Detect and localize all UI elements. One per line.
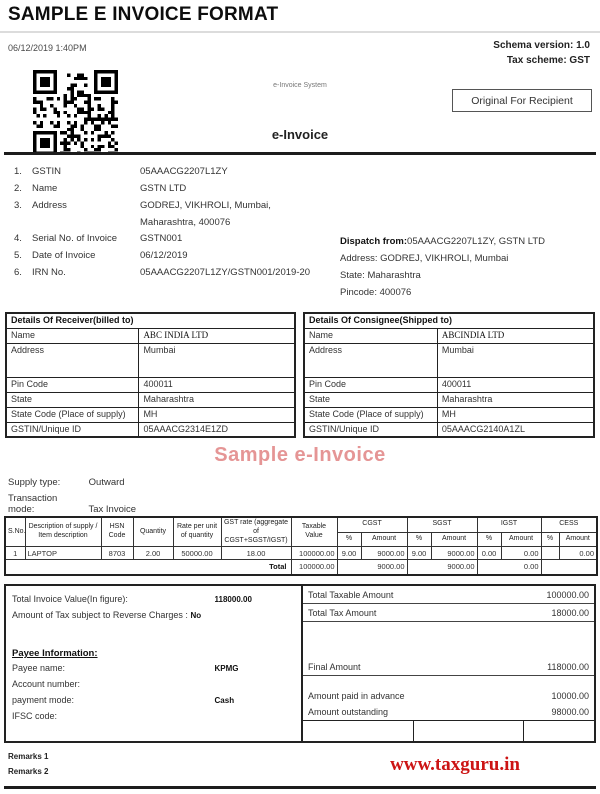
consignee-title: Details Of Consignee(Shipped to) bbox=[304, 313, 594, 328]
empty-cell bbox=[303, 721, 414, 741]
row-value: MH bbox=[437, 407, 594, 422]
table-row bbox=[304, 407, 594, 422]
doc-heading: e-Invoice bbox=[271, 127, 329, 142]
field-number: 3. bbox=[14, 200, 22, 211]
supply-type-row bbox=[8, 477, 125, 488]
total-tax-row bbox=[303, 604, 594, 622]
dispatch-from bbox=[340, 233, 545, 250]
payee-name-label: Payee name: bbox=[12, 663, 66, 673]
invoice-value: 118000.00 bbox=[214, 595, 252, 604]
supply-type-label: Supply type: bbox=[8, 477, 61, 488]
cell-sgst-pct: 9.00 bbox=[407, 547, 431, 560]
col-cgst-pct: % bbox=[337, 532, 361, 547]
row-value: Maharashtra bbox=[437, 392, 594, 407]
row-label: State bbox=[304, 392, 437, 407]
field-value: GSTN LTD bbox=[140, 183, 187, 194]
table-row bbox=[6, 422, 295, 437]
dispatch-address: Address: GODREJ, VIKHROLI, Mumbai bbox=[340, 253, 509, 264]
col-quantity: Quantity bbox=[133, 517, 173, 547]
outstanding-row bbox=[303, 704, 594, 720]
payee-name: KPMG bbox=[214, 664, 239, 673]
col-igst: IGST bbox=[477, 517, 541, 532]
row-value: Maharashtra bbox=[139, 392, 295, 407]
row-label: Final Amount bbox=[308, 661, 361, 672]
payee-heading: Payee Information: bbox=[12, 648, 98, 659]
row-label: State Code (Place of supply) bbox=[6, 407, 139, 422]
row-label: Address bbox=[6, 343, 139, 377]
empty-cells-row bbox=[303, 720, 594, 741]
row-value: Mumbai bbox=[139, 343, 295, 377]
col-cess-pct: % bbox=[541, 532, 559, 547]
row-label: Name bbox=[304, 328, 437, 343]
cell-cgst-pct: 9.00 bbox=[337, 547, 361, 560]
summary-block bbox=[4, 584, 596, 743]
reverse-charge-label: Amount of Tax subject to Reverse Charges : bbox=[12, 610, 188, 620]
supply-type-value: Outward bbox=[88, 477, 125, 488]
title-divider bbox=[0, 31, 600, 33]
row-label: Address bbox=[304, 343, 437, 377]
receiver-table bbox=[5, 312, 296, 438]
cell-igst-pct: 0.00 bbox=[477, 547, 501, 560]
table-row bbox=[304, 328, 594, 343]
col-cgst-amt: Amount bbox=[361, 532, 407, 547]
total-label: Total bbox=[5, 560, 291, 575]
payment-mode-value: Cash bbox=[214, 696, 235, 705]
consignee-table bbox=[303, 312, 595, 438]
field-number: 6. bbox=[14, 267, 22, 278]
col-gst-rate: GST rate (aggregate of CGST+SGST/IGST) bbox=[221, 517, 291, 547]
col-hsn: HSN Code bbox=[101, 517, 133, 547]
cell-description: LAPTOP bbox=[25, 547, 101, 560]
dispatch-from-value: 05AAACG2207L1ZY, GSTN LTD bbox=[407, 236, 546, 247]
row-value: 10000.00 bbox=[551, 691, 589, 701]
tax-scheme: Tax scheme: GST bbox=[506, 55, 590, 66]
schema-block bbox=[493, 38, 590, 68]
total-cess bbox=[541, 560, 597, 575]
row-value: 400011 bbox=[437, 377, 594, 392]
row-value: 05AAACG2314E1ZD bbox=[139, 422, 295, 437]
row-label: GSTIN/Unique ID bbox=[6, 422, 139, 437]
row-value: 118000.00 bbox=[547, 661, 589, 672]
sample-watermark: Sample e-Invoice bbox=[214, 444, 386, 466]
field-number: 5. bbox=[14, 250, 22, 261]
row-label: Pin Code bbox=[304, 377, 437, 392]
cell-igst-amt: 0.00 bbox=[501, 547, 541, 560]
system-label: e-Invoice System bbox=[273, 82, 327, 89]
col-igst-amt: Amount bbox=[501, 532, 541, 547]
field-label: Serial No. of Invoice bbox=[32, 233, 118, 244]
col-cgst: CGST bbox=[337, 517, 407, 532]
field-number: 4. bbox=[14, 233, 22, 244]
row-label: State bbox=[6, 392, 139, 407]
row-value: 18000.00 bbox=[551, 607, 589, 618]
field-value: 05AAACG2207L1ZY bbox=[140, 166, 228, 177]
row-value: 98000.00 bbox=[551, 707, 589, 717]
item-row bbox=[5, 547, 597, 560]
invoice-value-row bbox=[12, 594, 295, 610]
account-row bbox=[12, 679, 295, 695]
row-value: ABCINDIA LTD bbox=[437, 328, 594, 343]
final-amount-row bbox=[303, 658, 594, 676]
row-value: ABC INDIA LTD bbox=[139, 328, 295, 343]
col-igst-pct: % bbox=[477, 532, 501, 547]
ifsc-row bbox=[12, 711, 295, 727]
field-label: Date of Invoice bbox=[32, 250, 96, 261]
row-label: Pin Code bbox=[6, 377, 139, 392]
items-table bbox=[4, 516, 598, 576]
row-label: Total Taxable Amount bbox=[308, 589, 394, 600]
reverse-charge-row bbox=[12, 610, 295, 626]
remarks-1: Remarks 1 bbox=[8, 752, 49, 761]
spacer bbox=[303, 622, 594, 658]
reverse-charge-value: No bbox=[190, 611, 202, 620]
table-row bbox=[304, 422, 594, 437]
col-sgst-amt: Amount bbox=[431, 532, 477, 547]
summary-left-panel bbox=[6, 586, 303, 741]
transaction-mode-label: Transaction mode: bbox=[8, 493, 58, 515]
table-row bbox=[304, 377, 594, 392]
advance-paid-row bbox=[303, 688, 594, 704]
row-label: Total Tax Amount bbox=[308, 607, 377, 618]
field-value: 06/12/2019 bbox=[140, 250, 188, 261]
account-label: Account number: bbox=[12, 679, 81, 689]
field-label: Name bbox=[32, 183, 58, 194]
schema-version: Schema version: 1.0 bbox=[493, 40, 590, 51]
empty-cell bbox=[524, 721, 594, 741]
field-label: GSTIN bbox=[32, 166, 62, 177]
col-cess: CESS bbox=[541, 517, 597, 532]
row-label: Name bbox=[6, 328, 139, 343]
payment-mode-row bbox=[12, 695, 295, 711]
dispatch-state: State: Maharashtra bbox=[340, 270, 421, 281]
cell-cess-amt: 0.00 bbox=[559, 547, 597, 560]
transaction-mode-value: Tax Invoice bbox=[88, 504, 136, 515]
total-taxable: 100000.00 bbox=[291, 560, 337, 575]
table-row bbox=[304, 392, 594, 407]
transaction-mode-row bbox=[8, 493, 136, 515]
row-value: 100000.00 bbox=[546, 589, 589, 600]
table-row bbox=[6, 407, 295, 422]
total-taxable-row bbox=[303, 586, 594, 604]
header-rule bbox=[4, 152, 596, 155]
field-number: 1. bbox=[14, 166, 22, 177]
page-title: SAMPLE E INVOICE FORMAT bbox=[8, 4, 279, 25]
bottom-rule bbox=[4, 786, 596, 789]
cell-gst-rate: 18.00 bbox=[221, 547, 291, 560]
field-value: 05AAACG2207L1ZY/GSTN001/2019-20 bbox=[140, 267, 311, 278]
col-cess-amt: Amount bbox=[559, 532, 597, 547]
cell-sgst-amt: 9000.00 bbox=[431, 547, 477, 560]
empty-cell bbox=[414, 721, 525, 741]
remarks-2: Remarks 2 bbox=[8, 767, 49, 776]
row-label: Amount outstanding bbox=[308, 707, 389, 717]
cell-cess-pct bbox=[541, 547, 559, 560]
dispatch-block bbox=[340, 233, 545, 301]
total-cgst: 9000.00 bbox=[337, 560, 407, 575]
taxguru-link[interactable]: www.taxguru.in bbox=[390, 754, 520, 775]
table-row bbox=[6, 328, 295, 343]
col-rate: Rate per unit of quantity bbox=[173, 517, 221, 547]
field-value: Maharashtra, 400076 bbox=[140, 217, 231, 228]
row-value: 05AAACG2140A1ZL bbox=[437, 422, 594, 437]
field-value: GSTN001 bbox=[140, 233, 183, 244]
cell-hsn: 8703 bbox=[101, 547, 133, 560]
col-sno: S.No. bbox=[5, 517, 25, 547]
cell-qty: 2.00 bbox=[133, 547, 173, 560]
total-sgst: 9000.00 bbox=[407, 560, 477, 575]
qr-code-icon bbox=[33, 70, 118, 155]
col-description: Description of supply / Item description bbox=[25, 517, 101, 547]
field-value: GODREJ, VIKHROLI, Mumbai, bbox=[140, 200, 271, 211]
row-label: Amount paid in advance bbox=[308, 691, 405, 701]
original-for-recipient-box: Original For Recipient bbox=[452, 89, 592, 112]
dispatch-pincode: Pincode: 400076 bbox=[340, 287, 412, 298]
table-row bbox=[6, 392, 295, 407]
invoice-value-label: Total Invoice Value(In figure): bbox=[12, 594, 128, 604]
items-total-row bbox=[5, 560, 597, 575]
payee-name-row bbox=[12, 663, 295, 679]
row-label: State Code (Place of supply) bbox=[304, 407, 437, 422]
table-row bbox=[6, 343, 295, 377]
field-label: IRN No. bbox=[32, 267, 66, 278]
col-sgst-pct: % bbox=[407, 532, 431, 547]
receiver-title: Details Of Receiver(billed to) bbox=[6, 313, 295, 328]
ifsc-label: IFSC code: bbox=[12, 711, 58, 721]
cell-sno: 1 bbox=[5, 547, 25, 560]
field-number: 2. bbox=[14, 183, 22, 194]
payment-mode-label: payment mode: bbox=[12, 695, 75, 705]
row-value: MH bbox=[139, 407, 295, 422]
cell-rate: 50000.00 bbox=[173, 547, 221, 560]
row-value: Mumbai bbox=[437, 343, 594, 377]
col-taxable-value: Taxable Value bbox=[291, 517, 337, 547]
print-timestamp: 06/12/2019 1:40PM bbox=[8, 43, 87, 53]
row-value: 400011 bbox=[139, 377, 295, 392]
dispatch-from-label: Dispatch from: bbox=[340, 236, 408, 247]
row-label: GSTIN/Unique ID bbox=[304, 422, 437, 437]
summary-right-panel bbox=[303, 586, 594, 741]
table-row bbox=[304, 343, 594, 377]
field-label: Address bbox=[32, 200, 67, 211]
col-sgst: SGST bbox=[407, 517, 477, 532]
spacer bbox=[303, 676, 594, 688]
cell-taxable: 100000.00 bbox=[291, 547, 337, 560]
cell-cgst-amt: 9000.00 bbox=[361, 547, 407, 560]
table-row bbox=[6, 377, 295, 392]
total-igst: 0.00 bbox=[477, 560, 541, 575]
